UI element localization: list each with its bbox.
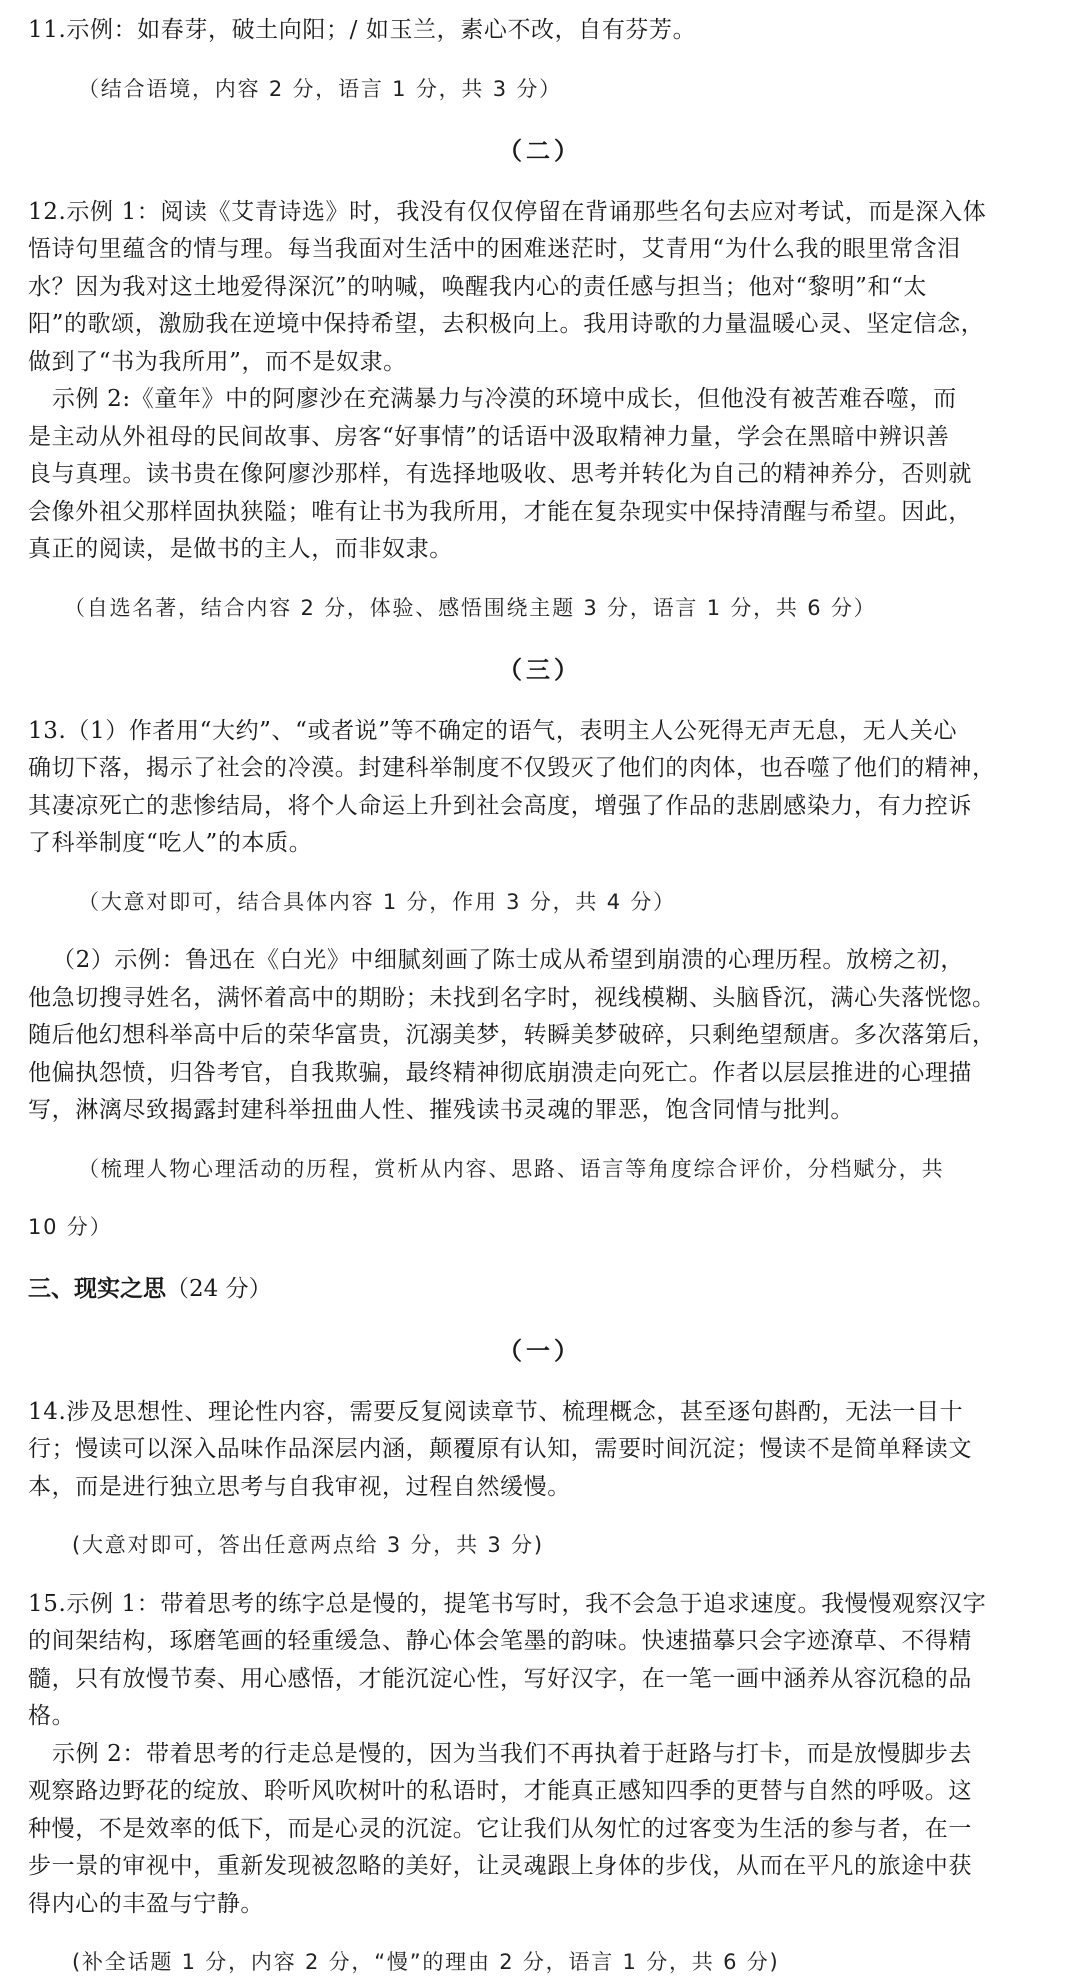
- q12-example1-line: 做到了“书为我所用”，而不是奴隶。: [28, 348, 407, 375]
- q13-part2-line: 随后他幻想科举高中后的荣华富贵，沉溺美梦，转瞬美梦破碎，只剩绝望颓唐。多次落第后，: [28, 1022, 996, 1048]
- question-15: [28, 1586, 1052, 1982]
- part-3-title: 三、现实之思: [28, 1274, 166, 1302]
- question-12: [28, 194, 1052, 628]
- q15-example1-line: 格。: [28, 1703, 76, 1729]
- section-3-title: （三）: [498, 655, 582, 684]
- q12-example2-line: 真正的阅读，是做书的主人，而非奴隶。: [28, 536, 453, 562]
- q15-example2-line: 种慢，不是效率的低下，而是心灵的沉淀。它让我们从匆忙的过客变为生活的参与者，在一: [28, 1815, 972, 1842]
- q14-line: 本，而是进行独立思考与自我审视，过程自然缓慢。: [28, 1473, 571, 1500]
- q11-answer: 11.示例：如春芽，破土向阳；/ 如玉兰，素心不改，自有芬芳。: [28, 17, 697, 43]
- section-2-title: （二）: [498, 136, 582, 165]
- q12-example1-line: 悟诗句里蕴含的情与理。每当我面对生活中的困难迷茫时，艾青用“为什么我的眼里常含泪: [28, 236, 961, 262]
- question-11: [28, 12, 1052, 108]
- q12-example2-line: 会像外祖父那样固执狭隘；唯有让书为我所用，才能在复杂现实中保持清醒与希望。因此，: [28, 498, 972, 525]
- q15-example2-line: 观察路边野花的绽放、聆听风吹树叶的私语时，才能真正感知四季的更替与自然的呼吸。这: [28, 1778, 972, 1804]
- q13-part2-scoring-note: （梳理人物心理活动的历程，赏析从内容、思路、语言等角度综合评价，分档赋分，共: [78, 1156, 945, 1181]
- part-3-score: （24 分）: [166, 1275, 272, 1302]
- q15-scoring-note: (补全话题 1 分，内容 2 分，“慢”的理由 2 分，语言 1 分，共 6 分): [72, 1950, 780, 1974]
- q13-part2-scoring-note-cont: 10 分）: [28, 1215, 113, 1239]
- q12-example2-line: 是主动从外祖母的民间故事、房客“好事情”的话语中汲取精神力量，学会在黑暗中辨识善: [28, 423, 950, 450]
- q12-example1-line: 阳”的歌颂，激励我在逆境中保持希望，去积极向上。我用诗歌的力量温暖心灵、坚定信念，: [28, 311, 985, 337]
- q13-part2-line: 他急切搜寻姓名，满怀着高中的期盼；未找到名字时，视线模糊、头脑昏沉，满心失落恍惚。: [28, 984, 996, 1011]
- q13-part1-line: 了科举制度“吃人”的本质。: [28, 830, 313, 856]
- part-3-heading: [28, 1270, 1052, 1309]
- q13-part2-line: （2）示例：鲁迅在《白光》中细腻刻画了陈士成从希望到崩溃的心理历程。放榜之初，: [52, 947, 965, 973]
- q13-part2-line: 写，淋漓尽致揭露封建科举扭曲人性、摧残读书灵魂的罪恶，饱含同情与批判。: [28, 1097, 854, 1123]
- q13-part2-line: 他偏执怨愤，归咎考官，自我欺骗，最终精神彻底崩溃走向死亡。作者以层层推进的心理描: [28, 1059, 972, 1086]
- q12-example1-line: 水？因为我对这土地爱得深沉”的呐喊，唤醒我内心的责任感与担当；他对“黎明”和“太: [28, 273, 928, 300]
- q13-part1-scoring-note: （大意对即可，结合具体内容 1 分，作用 3 分，共 4 分）: [78, 889, 676, 914]
- question-14: [28, 1394, 1052, 1565]
- q12-scoring-note: （自选名著，结合内容 2 分，体验、感悟围绕主题 3 分，语言 1 分，共 6 分）: [64, 595, 877, 620]
- q13-part1-line: 确切下落，揭示了社会的冷漠。封建科举制度不仅毁灭了他们的肉体，也吞噬了他们的精神，: [28, 755, 996, 781]
- q15-example1-line: 15.示例 1：带着思考的练字总是慢的，提笔书写时，我不会急于追求速度。我慢慢观察汉字: [28, 1590, 987, 1617]
- q13-part1-line: 13.（1）作者用“大约”、“或者说”等不确定的语气，表明主人公死得无声无息，无人关心: [28, 717, 958, 744]
- q15-example2-line: 示例 2：带着思考的行走总是慢的，因为当我们不再执着于赶路与打卡，而是放慢脚步去: [52, 1740, 972, 1767]
- q12-example2-line: 示例 2:《童年》中的阿廖沙在充满暴力与冷漠的环境中成长，但他没有被苦难吞噬，而: [52, 386, 957, 412]
- q14-scoring-note: (大意对即可，答出任意两点给 3 分，共 3 分): [72, 1533, 544, 1557]
- q14-line: 14.涉及思想性、理论性内容，需要反复阅读章节、梳理概念，甚至逐句斟酌，无法一目十: [28, 1398, 964, 1425]
- q12-example2-line: 良与真理。读书贵在像阿廖沙那样，有选择地吸收、思考并转化为自己的精神养分，否则就: [28, 461, 972, 487]
- q15-example2-line: 得内心的丰盈与宁静。: [28, 1890, 264, 1917]
- q15-example1-line: 髓，只有放慢节奏、用心感悟，才能沉淀心性，写好汉字，在一笔一画中涵养从容沉稳的品: [28, 1665, 972, 1692]
- q12-example1-line: 12.示例 1：阅读《艾青诗选》时，我没有仅仅停留在背诵那些名句去应对考试，而是深入体: [28, 198, 987, 225]
- q11-scoring-note: （结合语境，内容 2 分，语言 1 分，共 3 分）: [78, 76, 562, 101]
- q13-part1-line: 其凄凉死亡的悲惨结局，将个人命运上升到社会高度，增强了作品的悲剧感染力，有力控诉: [28, 792, 972, 819]
- question-13: [28, 713, 1052, 1247]
- q15-example2-line: 步一景的审视中，重新发现被忽略的美好，让灵魂跟上身体的步伐，从而在平凡的旅途中获: [28, 1853, 972, 1879]
- q14-line: 行；慢读可以深入品味作品深层内涵，颠覆原有认知，需要时间沉淀；慢读不是简单释读文: [28, 1436, 972, 1462]
- section-1-title: （一）: [498, 1336, 582, 1365]
- q15-example1-line: 的间架结构，琢磨笔画的轻重缓急、静心体会笔墨的韵味。快速描摹只会字迹潦草、不得精: [28, 1628, 972, 1654]
